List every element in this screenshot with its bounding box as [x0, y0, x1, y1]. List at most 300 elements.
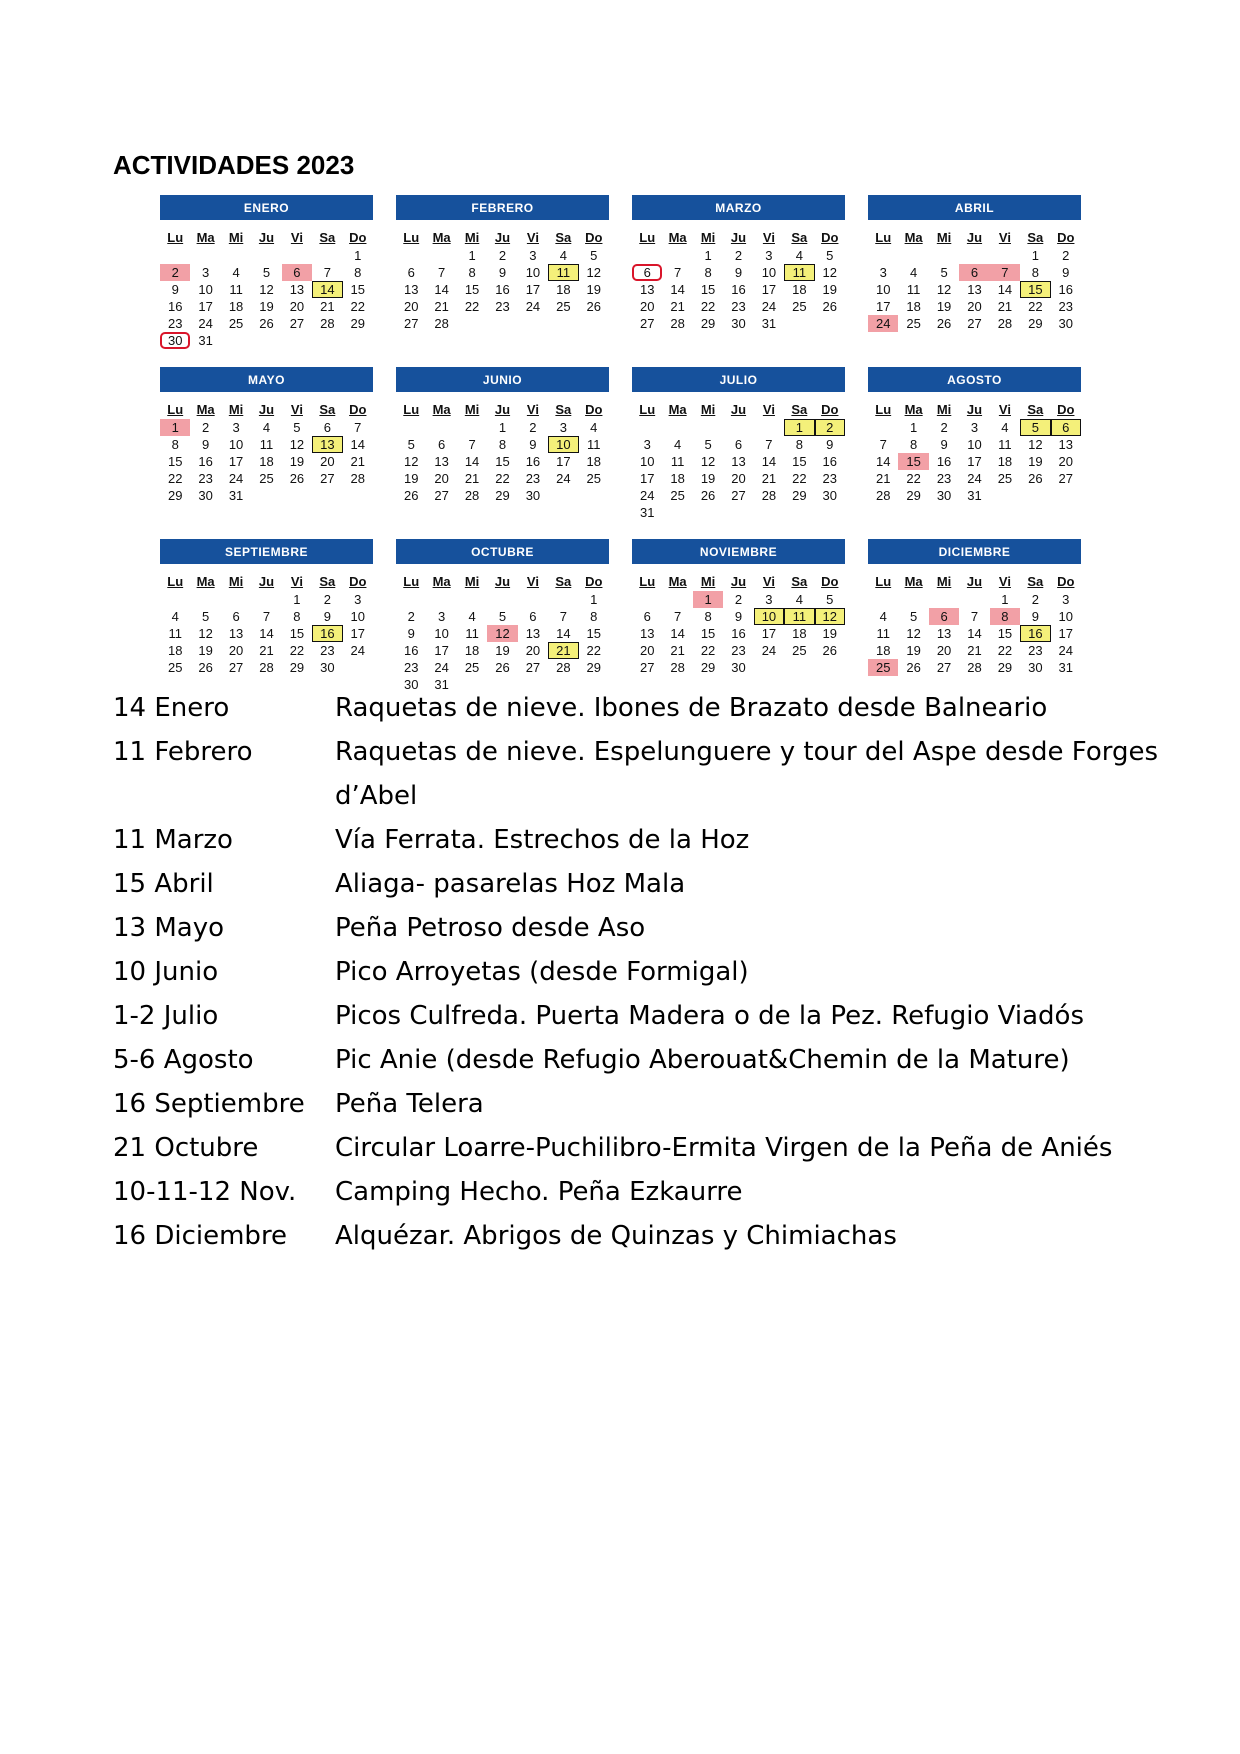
holiday-day-cell: 12 — [487, 625, 517, 642]
day-cell: 3 — [1062, 592, 1070, 607]
empty-cell — [396, 419, 426, 436]
month-days — [396, 228, 609, 332]
day-cell: 13 — [967, 282, 982, 297]
day-cell: 30 — [320, 660, 335, 675]
weekday-label: Do — [1057, 402, 1075, 417]
day-cell: 4 — [795, 592, 803, 607]
month-header: NOVIEMBRE — [632, 539, 845, 564]
day-cell: 26 — [906, 660, 921, 675]
weekday-label: Mi — [700, 230, 716, 245]
weekday-label: Do — [585, 230, 603, 245]
day-cell: 15 — [495, 454, 510, 469]
day-cell: 10 — [1058, 609, 1074, 624]
day-cell: 26 — [936, 316, 952, 331]
weekday-label: Sa — [319, 574, 336, 589]
day-cell: 14 — [670, 282, 685, 297]
weekday-label: Mi — [936, 230, 952, 245]
day-cell: 17 — [761, 626, 777, 641]
circled-day-cell: 30 — [160, 332, 190, 349]
weekday-label: Do — [821, 230, 839, 245]
activity-row — [113, 862, 1163, 906]
day-cell: 14 — [875, 454, 891, 469]
day-cell: 23 — [495, 299, 510, 314]
weekday-label: Do — [1057, 574, 1075, 589]
activity-description: Vía Ferrata. Estrechos de la Hoz — [335, 825, 750, 855]
day-cell: 25 — [167, 660, 183, 675]
weekday-label: Vi — [762, 574, 775, 589]
activity-day-cell: 2 — [815, 419, 845, 436]
weekday-label: Lu — [875, 402, 892, 417]
activity-date: 11 Marzo — [113, 825, 233, 855]
month-days — [632, 572, 845, 676]
day-cell: 22 — [1028, 299, 1043, 314]
activity-description: Alquézar. Abrigos de Quinzas y Chimiachas — [335, 1221, 897, 1251]
weekday-label: Ma — [904, 574, 923, 589]
month-mayo — [160, 367, 373, 527]
empty-cell — [221, 247, 251, 264]
activity-day-cell: 11 — [548, 264, 578, 281]
weekday-label: Lu — [639, 402, 656, 417]
day-cell: 10 — [761, 265, 777, 280]
day-cell: 18 — [259, 454, 274, 469]
day-cell: 14 — [997, 282, 1013, 297]
day-cell: 8 — [910, 437, 918, 452]
empty-cell — [929, 591, 959, 608]
day-cell: 18 — [875, 643, 891, 658]
month-diciembre — [868, 539, 1081, 699]
day-cell: 27 — [320, 471, 335, 486]
day-cell: 21 — [434, 299, 449, 314]
day-cell: 4 — [232, 265, 240, 280]
weekday-label: Vi — [998, 230, 1011, 245]
day-cell: 9 — [734, 609, 743, 624]
weekday-label: Ju — [966, 574, 983, 589]
day-cell: 25 — [228, 316, 244, 331]
weekday-label: Mi — [464, 574, 480, 589]
day-cell: 22 — [997, 643, 1013, 658]
day-cell: 2 — [323, 592, 331, 607]
activity-day-cell: 11 — [784, 264, 814, 281]
activity-row — [113, 1214, 1163, 1258]
weekday-label: Do — [585, 574, 603, 589]
day-cell: 29 — [167, 488, 183, 503]
day-cell: 25 — [997, 471, 1013, 486]
activity-date: 16 Septiembre — [113, 1089, 305, 1119]
day-cell: 5 — [590, 248, 598, 263]
day-cell: 22 — [464, 299, 480, 314]
activity-day-cell: 16 — [1020, 625, 1050, 642]
day-cell: 11 — [229, 282, 243, 297]
month-days — [868, 572, 1081, 676]
day-cell: 25 — [792, 299, 807, 314]
day-cell: 9 — [498, 265, 507, 280]
day-cell: 2 — [940, 420, 948, 435]
weekday-label: Lu — [639, 230, 656, 245]
day-cell: 7 — [765, 437, 773, 452]
day-cell: 22 — [289, 643, 305, 658]
day-cell: 2 — [734, 592, 743, 607]
day-cell: 15 — [167, 454, 183, 469]
day-cell: 11 — [259, 437, 274, 452]
day-cell: 3 — [970, 420, 979, 435]
day-cell: 26 — [700, 488, 716, 503]
weekday-label: Lu — [403, 574, 420, 589]
weekday-label: Lu — [639, 574, 656, 589]
day-cell: 30 — [198, 488, 213, 503]
month-enero — [160, 195, 373, 355]
day-cell: 29 — [997, 660, 1013, 675]
day-cell: 20 — [639, 299, 655, 314]
day-cell: 25 — [586, 471, 602, 486]
day-cell: 24 — [761, 643, 777, 658]
weekday-label: Ju — [730, 574, 747, 589]
weekday-label: Lu — [875, 574, 892, 589]
day-cell: 9 — [734, 265, 743, 280]
day-cell: 28 — [350, 471, 366, 486]
weekday-label: Do — [821, 574, 839, 589]
month-septiembre — [160, 539, 373, 699]
day-cell: 7 — [323, 265, 331, 280]
day-cell: 2 — [734, 248, 743, 263]
day-cell: 3 — [765, 592, 773, 607]
weekday-label: Vi — [290, 402, 303, 417]
day-cell: 29 — [495, 488, 510, 503]
weekday-label: Do — [1057, 230, 1075, 245]
day-cell: 27 — [403, 316, 419, 331]
activity-date: 14 Enero — [113, 693, 230, 723]
day-cell: 6 — [323, 420, 331, 435]
day-cell: 30 — [731, 660, 746, 675]
day-cell: 13 — [289, 282, 305, 297]
day-cell: 12 — [906, 626, 921, 641]
empty-cell — [190, 247, 220, 264]
day-cell: 6 — [734, 437, 743, 452]
weekday-label: Sa — [1027, 574, 1044, 589]
day-cell: 1 — [498, 420, 507, 435]
day-cell: 7 — [262, 609, 271, 624]
day-cell: 21 — [761, 471, 777, 486]
day-cell: 6 — [438, 437, 446, 452]
day-cell: 25 — [556, 299, 571, 314]
day-cell: 14 — [259, 626, 274, 641]
holiday-day-cell: 6 — [282, 264, 312, 281]
weekday-label: Ju — [730, 402, 747, 417]
day-cell: 19 — [259, 299, 274, 314]
weekday-label: Ju — [494, 230, 511, 245]
weekday-label: Mi — [228, 574, 244, 589]
weekday-label: Do — [821, 402, 839, 417]
day-cell: 21 — [464, 471, 480, 486]
day-cell: 17 — [525, 282, 541, 297]
day-cell: 4 — [674, 437, 682, 452]
day-cell: 12 — [289, 437, 305, 452]
day-cell: 31 — [434, 677, 449, 692]
day-cell: 17 — [434, 643, 449, 658]
month-febrero — [396, 195, 609, 355]
month-octubre — [396, 539, 609, 699]
activity-day-cell: 5 — [1020, 419, 1050, 436]
day-cell: 24 — [228, 471, 244, 486]
day-cell: 28 — [556, 660, 571, 675]
activity-day-cell: 16 — [312, 625, 342, 642]
day-cell: 13 — [936, 626, 952, 641]
day-cell: 12 — [586, 265, 602, 280]
weekday-label: Vi — [998, 574, 1011, 589]
day-cell: 8 — [293, 609, 301, 624]
weekday-label: Sa — [791, 230, 808, 245]
day-cell: 14 — [967, 626, 982, 641]
day-cell: 23 — [1028, 643, 1043, 658]
day-cell: 21 — [670, 643, 685, 658]
empty-cell — [426, 591, 456, 608]
day-cell: 7 — [879, 437, 887, 452]
weekday-label: Vi — [526, 574, 539, 589]
activity-date: 1-2 Julio — [113, 1001, 219, 1031]
weekday-label: Ju — [258, 402, 275, 417]
day-cell: 24 — [967, 471, 982, 486]
day-cell: 5 — [910, 609, 918, 624]
month-header: ABRIL — [868, 195, 1081, 220]
weekday-label: Ju — [966, 402, 983, 417]
day-cell: 23 — [731, 643, 746, 658]
day-cell: 5 — [826, 248, 834, 263]
empty-cell — [868, 247, 898, 264]
weekday-label: Vi — [526, 402, 539, 417]
day-cell: 7 — [674, 265, 682, 280]
weekday-label: Vi — [762, 402, 775, 417]
day-cell: 31 — [198, 333, 213, 348]
day-cell: 4 — [910, 265, 918, 280]
weekday-label: Do — [349, 402, 367, 417]
holiday-day-cell: 8 — [990, 608, 1020, 625]
empty-cell — [662, 247, 692, 264]
activity-day-cell: 11 — [784, 608, 814, 625]
activity-day-cell: 15 — [1020, 281, 1050, 298]
day-cell: 18 — [556, 282, 571, 297]
day-cell: 5 — [293, 420, 301, 435]
day-cell: 26 — [289, 471, 305, 486]
day-cell: 23 — [198, 471, 213, 486]
empty-cell — [898, 247, 928, 264]
activity-row — [113, 818, 1163, 862]
day-cell: 18 — [997, 454, 1013, 469]
weekday-label: Sa — [791, 574, 808, 589]
day-cell: 26 — [586, 299, 602, 314]
day-cell: 27 — [525, 660, 541, 675]
day-cell: 26 — [495, 660, 510, 675]
day-cell: 22 — [700, 643, 716, 658]
day-cell: 19 — [1028, 454, 1043, 469]
activity-row — [113, 950, 1163, 994]
day-cell: 1 — [293, 592, 301, 607]
day-cell: 11 — [906, 282, 921, 297]
day-cell: 2 — [529, 420, 537, 435]
day-cell: 1 — [590, 592, 598, 607]
day-cell: 7 — [468, 437, 476, 452]
empty-cell — [251, 247, 281, 264]
day-cell: 3 — [202, 265, 210, 280]
day-cell: 25 — [670, 488, 685, 503]
activities-list — [113, 686, 1163, 1258]
day-cell: 7 — [354, 420, 362, 435]
day-cell: 4 — [262, 420, 271, 435]
weekday-label: Vi — [998, 402, 1011, 417]
day-cell: 17 — [875, 299, 891, 314]
day-cell: 3 — [529, 248, 537, 263]
empty-cell — [632, 419, 662, 436]
month-header: JULIO — [632, 367, 845, 392]
empty-cell — [426, 247, 456, 264]
day-cell: 16 — [731, 282, 746, 297]
month-julio — [632, 367, 845, 527]
weekday-label: Ma — [904, 230, 923, 245]
weekday-label: Vi — [762, 230, 775, 245]
day-cell: 18 — [464, 643, 480, 658]
activity-day-cell: 21 — [548, 642, 578, 659]
weekday-label: Ma — [668, 402, 687, 417]
day-cell: 15 — [792, 454, 807, 469]
day-cell: 6 — [529, 609, 537, 624]
day-cell: 4 — [171, 609, 179, 624]
day-cell: 27 — [936, 660, 952, 675]
day-cell: 1 — [704, 248, 712, 263]
day-cell: 28 — [670, 660, 685, 675]
day-cell: 15 — [586, 626, 602, 641]
day-cell: 11 — [168, 626, 182, 641]
day-cell: 24 — [1058, 643, 1074, 658]
day-cell: 7 — [559, 609, 567, 624]
empty-cell — [898, 591, 928, 608]
empty-cell — [160, 591, 190, 608]
day-cell: 7 — [970, 609, 979, 624]
day-cell: 5 — [202, 609, 210, 624]
empty-cell — [396, 591, 426, 608]
day-cell: 20 — [731, 471, 746, 486]
day-cell: 11 — [670, 454, 685, 469]
empty-cell — [312, 247, 342, 264]
day-cell: 15 — [700, 626, 716, 641]
day-cell: 9 — [529, 437, 537, 452]
weekday-label: Do — [349, 230, 367, 245]
day-cell: 3 — [643, 437, 651, 452]
day-cell: 15 — [289, 626, 305, 641]
day-cell: 2 — [498, 248, 507, 263]
holiday-day-cell: 24 — [868, 315, 898, 332]
month-abril — [868, 195, 1081, 355]
day-cell: 19 — [403, 471, 419, 486]
day-cell: 15 — [997, 626, 1013, 641]
empty-cell — [518, 591, 548, 608]
weekday-label: Vi — [526, 230, 539, 245]
day-cell: 13 — [403, 282, 419, 297]
weekday-label: Ma — [196, 574, 215, 589]
day-cell: 29 — [350, 316, 366, 331]
empty-cell — [754, 419, 784, 436]
day-cell: 8 — [354, 265, 362, 280]
day-cell: 17 — [556, 454, 571, 469]
empty-cell — [662, 591, 692, 608]
day-cell: 19 — [700, 471, 716, 486]
day-cell: 24 — [556, 471, 571, 486]
day-cell: 14 — [761, 454, 777, 469]
day-cell: 9 — [202, 437, 210, 452]
activity-date: 16 Diciembre — [113, 1221, 288, 1251]
day-cell: 10 — [434, 626, 449, 641]
day-cell: 3 — [879, 265, 887, 280]
activity-row — [113, 994, 1163, 1038]
day-cell: 4 — [879, 609, 887, 624]
empty-cell — [548, 591, 578, 608]
day-cell: 25 — [464, 660, 480, 675]
day-cell: 2 — [1031, 592, 1039, 607]
day-cell: 9 — [1062, 265, 1070, 280]
day-cell: 31 — [967, 488, 982, 503]
day-cell: 22 — [350, 299, 366, 314]
day-cell: 5 — [498, 609, 507, 624]
weekday-label: Mi — [228, 230, 244, 245]
day-cell: 8 — [171, 437, 179, 452]
day-cell: 29 — [289, 660, 305, 675]
weekday-label: Ju — [494, 402, 511, 417]
day-cell: 11 — [587, 437, 601, 452]
empty-cell — [990, 247, 1020, 264]
activity-description: Aliaga- pasarelas Hoz Mala — [335, 869, 686, 899]
day-cell: 12 — [1028, 437, 1043, 452]
day-cell: 22 — [792, 471, 807, 486]
day-cell: 14 — [434, 282, 449, 297]
day-cell: 15 — [464, 282, 480, 297]
day-cell: 28 — [259, 660, 274, 675]
day-cell: 12 — [700, 454, 716, 469]
activity-description: Raquetas de nieve. Ibones de Brazato desde Balneario — [335, 693, 1048, 723]
day-cell: 31 — [639, 505, 655, 520]
day-cell: 26 — [822, 299, 838, 314]
day-cell: 4 — [795, 248, 803, 263]
day-cell: 27 — [639, 660, 655, 675]
day-cell: 4 — [468, 609, 476, 624]
day-cell: 29 — [700, 316, 716, 331]
day-cell: 28 — [761, 488, 777, 503]
day-cell: 20 — [525, 643, 541, 658]
holiday-day-cell: 6 — [929, 608, 959, 625]
day-cell: 1 — [910, 420, 918, 435]
activity-row — [113, 1170, 1163, 1214]
month-header: AGOSTO — [868, 367, 1081, 392]
activity-description: Circular Loarre-Puchilibro-Ermita Virgen de la Peña de Aniés — [335, 1133, 1113, 1163]
weekday-label: Sa — [791, 402, 808, 417]
day-cell: 18 — [792, 626, 807, 641]
activity-row — [113, 1082, 1163, 1126]
day-cell: 30 — [1058, 316, 1074, 331]
day-cell: 8 — [1031, 265, 1039, 280]
day-cell: 7 — [674, 609, 682, 624]
holiday-day-cell: 2 — [160, 264, 190, 281]
day-cell: 29 — [906, 488, 921, 503]
weekday-label: Mi — [700, 574, 716, 589]
day-cell: 9 — [407, 626, 415, 641]
activity-date: 10-11-12 Nov. — [113, 1177, 297, 1207]
weekday-label: Lu — [403, 230, 420, 245]
holiday-day-cell: 1 — [693, 591, 723, 608]
day-cell: 24 — [434, 660, 449, 675]
day-cell: 3 — [559, 420, 567, 435]
day-cell: 23 — [167, 316, 183, 331]
day-cell: 6 — [643, 609, 651, 624]
weekday-label: Do — [585, 402, 603, 417]
day-cell: 28 — [434, 316, 449, 331]
day-cell: 27 — [1058, 471, 1074, 486]
day-cell: 10 — [198, 282, 213, 297]
